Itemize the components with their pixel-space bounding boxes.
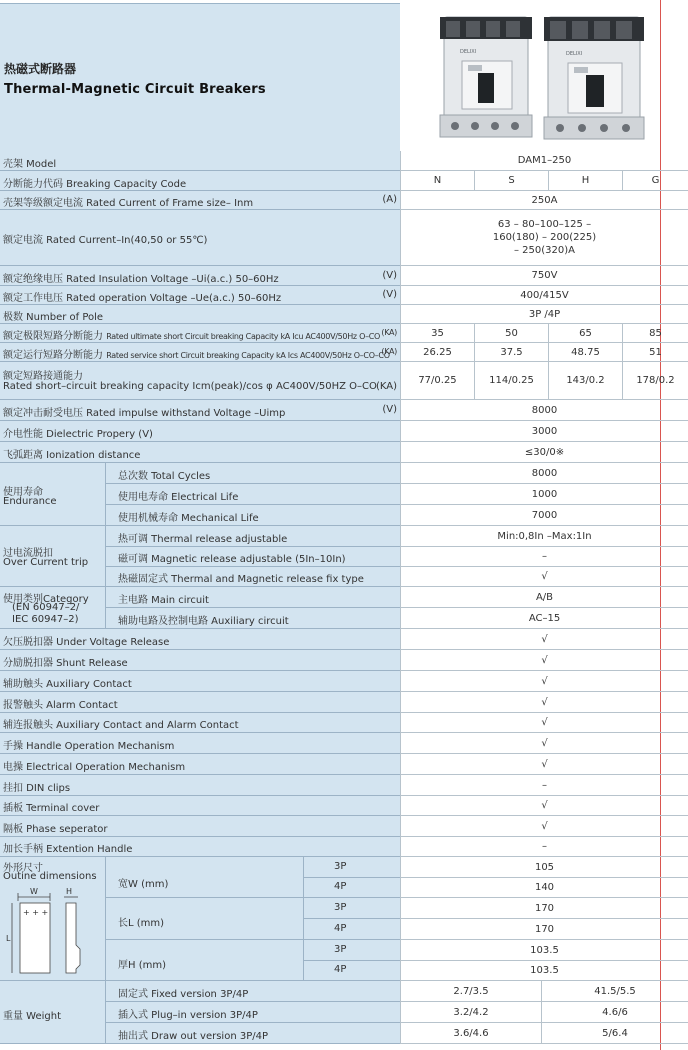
icm-s: 114/0.25 [474, 362, 548, 400]
ics-s: 37.5 [474, 343, 548, 362]
weight-fixed-3p: 2.7/3.5 [400, 981, 541, 1002]
height-3p-value: 103.5 [400, 940, 688, 961]
header-panel [0, 3, 400, 151]
insulation-voltage-label: 额定绝缘电压 Rated Insulation Voltage –Ui(a.c.) 50–60Hz [3, 274, 279, 285]
row-din-clips: 挂扣 DIN clips – [0, 775, 688, 796]
auxiliary-circuit-value: AC–15 [400, 608, 688, 629]
title-english: Thermal-Magnetic Circuit Breakers [4, 82, 266, 97]
poles-label: 极数 Number of Pole [3, 312, 104, 323]
ics-unit: (KA) [381, 347, 397, 356]
rated-current-line3: – 250(320)A [514, 245, 575, 256]
row-icu [0, 324, 688, 343]
outline-dimension-diagram [6, 885, 96, 977]
row-phase-separator: 隔板 Phase seperator √ [0, 816, 688, 837]
weight-group [0, 981, 106, 1044]
icm-label-cn: 额定短路接通能力 [3, 371, 83, 382]
endurance-group-en: Endurance [3, 496, 57, 507]
ics-h: 48.75 [548, 343, 622, 362]
weight-fixed-label: 固定式 Fixed version 3P/4P [106, 981, 400, 1002]
height-pole-4p: 4P [304, 961, 400, 981]
width-pole-4p: 4P [304, 878, 400, 898]
length-label: 长L (mm) [106, 898, 304, 940]
icm-unit: (KA) [375, 381, 397, 392]
title-chinese: 热磁式断路器 [4, 62, 77, 76]
impulse-voltage-unit: (V) [382, 404, 397, 415]
length-4p-value: 170 [400, 919, 688, 940]
row-icm [0, 362, 688, 400]
alarm-contact-value: √ [400, 692, 688, 713]
icm-label-en: Rated short–circuit breaking capacity Icm(peak)/cos φ AC400V/50HZ O–CO [3, 381, 377, 392]
dimension-h-label: H [66, 887, 73, 896]
endurance-total-value: 8000 [400, 463, 688, 484]
poles-value: 3P /4P [400, 305, 688, 324]
row-under-voltage: 欠压脱扣器 Under Voltage Release √ [0, 629, 688, 650]
length-3p-value: 170 [400, 898, 688, 919]
ics-n: 26.25 [400, 343, 474, 362]
insulation-voltage-value: 750V [400, 266, 688, 286]
insulation-voltage-unit: (V) [382, 270, 397, 281]
terminal-marks: + + + [23, 908, 49, 917]
row-operation-voltage [0, 286, 688, 305]
code-s: S [474, 171, 548, 191]
breaker-left-logo: DELIXI [460, 49, 477, 55]
over-current-group-cn: 过电流脱扣 [3, 548, 53, 559]
endurance-mechanical-label: 使用机械寿命 Mechanical Life [106, 505, 400, 526]
width-4p-value: 140 [400, 878, 688, 898]
ics-label-cn: 额定运行短路分断能力 [3, 350, 103, 361]
thermal-adjustable-value: Min:0,8In –Max:1In [400, 526, 688, 547]
height-4p-value: 103.5 [400, 961, 688, 981]
endurance-total-label: 总次数 Total Cycles [106, 463, 400, 484]
code-h: H [548, 171, 622, 191]
rated-current-line2: 160(180) – 200(225) [492, 232, 597, 243]
thermal-adjustable-label: 热可调 Thermal release adjustable [106, 526, 400, 547]
main-circuit-value: A/B [400, 587, 688, 608]
endurance-mechanical-value: 7000 [400, 505, 688, 526]
aux-alarm-contact-value: √ [400, 713, 688, 733]
category-group-line1: 使用类别Category [3, 594, 89, 605]
code-g: G [622, 171, 688, 191]
over-current-group [0, 526, 106, 587]
dimension-w-label: W [30, 887, 38, 896]
width-3p-value: 105 [400, 857, 688, 878]
category-group-line2: (EN 60947–2/ [12, 602, 80, 613]
icu-n: 35 [400, 324, 474, 343]
auxiliary-circuit-label: 辅助电路及控制电路 Auxiliary circuit [106, 608, 400, 629]
phase-separator-value: √ [400, 816, 688, 837]
frame-current-label: 壳架等级额定电流 Rated Current of Frame size– Inm [3, 198, 254, 209]
magnetic-adjustable-value: – [400, 547, 688, 567]
thermal-magnetic-fix-value: √ [400, 567, 688, 587]
model-value: DAM1–250 [400, 151, 688, 171]
handle-operation-value: √ [400, 733, 688, 754]
row-electrical-operation: 电操 Electrical Operation Mechanism √ [0, 754, 688, 775]
icu-s: 50 [474, 324, 548, 343]
icu-unit: (KA) [381, 328, 397, 337]
operation-voltage-value: 400/415V [400, 286, 688, 305]
over-current-group-en: Over Current trip [3, 557, 89, 568]
height-pole-3p: 3P [304, 940, 400, 961]
dimensions-group-en: Outine dimensions [3, 871, 97, 882]
impulse-voltage-value: 8000 [400, 400, 688, 421]
width-pole-3p: 3P [304, 857, 400, 878]
dimensions-group [0, 857, 106, 981]
ionization-value: ≤30/0※ [400, 442, 688, 463]
circuit-breaker-illustration [400, 3, 688, 151]
weight-plugin-label: 插入式 Plug–in version 3P/4P [106, 1002, 400, 1023]
ionization-label: 飞弧距离 Ionization distance [3, 450, 141, 461]
icu-h: 65 [548, 324, 622, 343]
category-group-line3: IEC 60947–2) [12, 614, 79, 625]
icu-label-cn: 额定极限短路分断能力 [3, 331, 103, 342]
breaking-code-label: 分断能力代码 Breaking Capacity Code [3, 179, 187, 190]
row-handle-operation: 手操 Handle Operation Mechanism √ [0, 733, 688, 754]
terminal-cover-value: √ [400, 796, 688, 816]
height-label: 厚H (mm) [106, 940, 304, 981]
rated-current-label: 额定电流 Rated Current–In(40,50 or 55℃) [3, 235, 208, 246]
impulse-voltage-label: 额定冲击耐受电压 Rated impulse withstand Voltage –Uimp [3, 408, 286, 419]
weight-drawout-label: 抽出式 Draw out version 3P/4P [106, 1023, 400, 1044]
rated-current-line1: 63 – 80–100–125 – [497, 219, 592, 230]
weight-drawout-4p: 5/6.4 [541, 1023, 688, 1044]
row-frame-current [0, 191, 688, 210]
model-label: 壳架 Model [3, 159, 57, 170]
row-auxiliary-contact: 辅助触头 Auxiliary Contact √ [0, 671, 688, 692]
thermal-magnetic-fix-label: 热磁固定式 Thermal and Magnetic release fix type [106, 567, 400, 587]
dielectric-value: 3000 [400, 421, 688, 442]
category-group [0, 587, 106, 629]
ics-g: 51 [622, 343, 688, 362]
operation-voltage-unit: (V) [382, 289, 397, 300]
icu-label-en: Rated ultimate short Circuit breaking Capacity kA Icu AC400V/50Hz O–CO [106, 332, 381, 341]
weight-group-label: 重量 Weight [3, 1011, 62, 1022]
row-alarm-contact: 报警触头 Alarm Contact √ [0, 692, 688, 713]
row-insulation-voltage [0, 266, 688, 286]
endurance-group-cn: 使用寿命 [3, 487, 43, 498]
icu-g: 85 [622, 324, 688, 343]
operation-voltage-label: 额定工作电压 Rated operation Voltage –Ue(a.c.) 50–60Hz [3, 293, 282, 304]
endurance-electrical-value: 1000 [400, 484, 688, 505]
row-ionization [0, 442, 688, 463]
row-rated-current [0, 210, 688, 266]
row-poles [0, 305, 688, 324]
row-impulse-voltage [0, 400, 688, 421]
frame-current-unit: (A) [382, 194, 397, 205]
breaker-right-logo: DELIXI [566, 51, 583, 57]
row-terminal-cover: 插板 Terminal cover √ [0, 796, 688, 816]
icm-n: 77/0.25 [400, 362, 474, 400]
din-clips-value: – [400, 775, 688, 796]
shunt-release-value: √ [400, 650, 688, 671]
breaker-right [544, 17, 644, 139]
length-pole-3p: 3P [304, 898, 400, 919]
dimensions-group-cn: 外形尺寸 [3, 863, 43, 874]
magnetic-adjustable-label: 磁可调 Magnetic release adjustable (5In–10In) [106, 547, 400, 567]
auxiliary-contact-value: √ [400, 671, 688, 692]
main-circuit-label: 主电路 Main circuit [106, 587, 400, 608]
dielectric-label: 介电性能 Dielectric Propery (V) [3, 429, 153, 440]
weight-plugin-4p: 4.6/6 [541, 1002, 688, 1023]
icm-g: 178/0.2 [622, 362, 688, 400]
under-voltage-value: √ [400, 629, 688, 650]
weight-drawout-3p: 3.6/4.6 [400, 1023, 541, 1044]
code-n: N [400, 171, 474, 191]
row-ics [0, 343, 688, 362]
frame-current-value: 250A [400, 191, 688, 210]
icm-h: 143/0.2 [548, 362, 622, 400]
row-dielectric [0, 421, 688, 442]
endurance-electrical-label: 使用电寿命 Electrical Life [106, 484, 400, 505]
row-extension-handle: 加长手柄 Extention Handle – [0, 837, 688, 857]
row-shunt-release: 分励脱扣器 Shunt Release √ [0, 650, 688, 671]
row-breaking-code [0, 171, 688, 191]
rated-current-value [400, 210, 688, 266]
breaker-left [440, 17, 532, 137]
dimension-l-label: L [6, 934, 11, 943]
row-aux-alarm-contact: 辅连报触头 Auxiliary Contact and Alarm Contact √ [0, 713, 688, 733]
weight-fixed-4p: 41.5/5.5 [541, 981, 688, 1002]
extension-handle-value: – [400, 837, 688, 857]
width-label: 宽W (mm) [106, 857, 304, 898]
product-image [400, 3, 688, 151]
length-pole-4p: 4P [304, 919, 400, 940]
weight-plugin-3p: 3.2/4.2 [400, 1002, 541, 1023]
ics-label-en: Rated service short Circuit breaking Capacity kA Ics AC400V/50Hz O–CO–CO [106, 351, 390, 360]
endurance-group [0, 463, 106, 526]
electrical-operation-value: √ [400, 754, 688, 775]
row-model [0, 151, 688, 171]
